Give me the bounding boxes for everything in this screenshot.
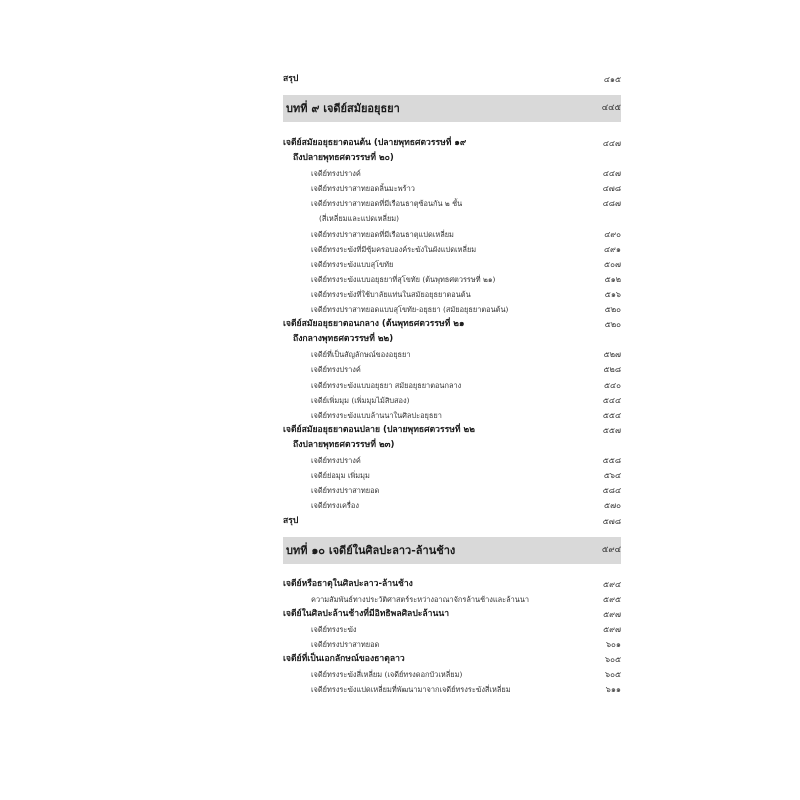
toc-entry-page: ๕๙๗ — [603, 610, 621, 619]
toc-entry-title: เจดีย์ทรงปราสาทยอด — [311, 486, 380, 495]
toc-entry — [283, 393, 621, 408]
toc-entry — [283, 136, 621, 151]
chapter-page: ๔๔๕ — [601, 103, 621, 113]
toc-entry-page: ๖๐๕ — [604, 670, 621, 679]
toc-entry-page: ๕๘๔ — [602, 486, 621, 495]
toc-entry — [283, 607, 621, 622]
toc-entry — [283, 211, 621, 226]
toc-entry — [283, 637, 621, 652]
chapter-10-header — [283, 537, 621, 564]
toc-entry-title: เจดีย์ในศิลปะล้านช้างที่มีอิทธิพลศิลปะล้านนา — [283, 609, 450, 619]
toc-entry-page: ๖๐๕ — [604, 655, 621, 664]
toc-entry — [283, 287, 621, 302]
toc-entry-page: ๔๙๐ — [604, 230, 621, 239]
toc-entry-title: เจดีย์ทรงระฆังสี่เหลี่ยม (เจดีย์ทรงดอกบัวเหลี่ยม) — [311, 670, 463, 679]
toc-entry-title: เจดีย์ทรงระฆังที่มีซุ้มครอบองค์ระฆังในผังแปดเหลี่ยม — [311, 245, 477, 254]
toc-entry-page: ๕๔๐ — [604, 381, 621, 390]
toc-entry-page: ๕๗๘ — [602, 517, 621, 526]
toc-entry-title: เจดีย์สมัยอยุธยาตอนกลาง (ต้นพุทธศตวรรษที่ ๒๑ — [283, 319, 465, 329]
toc-entry-page: ๕๑๒ — [604, 275, 621, 284]
toc-entry — [283, 347, 621, 362]
toc-entry — [283, 272, 621, 287]
toc-page — [283, 0, 621, 800]
toc-entry — [283, 196, 621, 211]
toc-entry-page: ๕๒๐ — [604, 320, 621, 329]
toc-entry-page: ๔๗๘ — [602, 184, 621, 193]
toc-summary-2 — [283, 514, 621, 529]
toc-entry-title: เจดีย์ทรงระฆังที่ใช้บาลัยแท่นในสมัยอยุธยาตอนต้น — [311, 290, 471, 299]
toc-entry-title: เจดีย์ทรงระฆังแบบล้านนาในศิลปะอยุธยา — [311, 411, 442, 420]
toc-entry-title: เจดีย์หรือธาตุในศิลปะลาว-ล้านช้าง — [283, 579, 413, 589]
toc-entry-title: สรุป — [283, 516, 299, 526]
toc-entry-page: ๔๔๗ — [602, 169, 621, 178]
toc-entry — [283, 408, 621, 423]
toc-entry — [283, 483, 621, 498]
toc-entry-title: เจดีย์สมัยอยุธยาตอนปลาย (ปลายพุทธศตวรรษที่ ๒๒ — [283, 425, 475, 435]
toc-entry-page: ๕๒๗ — [603, 350, 621, 359]
toc-entry — [283, 242, 621, 257]
toc-entry-title: สรุป — [283, 74, 299, 84]
toc-entry — [283, 438, 621, 453]
toc-entry-title: ถึงปลายพุทธศตวรรษที่ ๒๓) — [293, 440, 395, 450]
toc-entry — [283, 378, 621, 393]
toc-entry-title: เจดีย์ทรงปราสาทยอดที่มีเรือนธาตุแปดเหลี่ยม — [311, 230, 454, 239]
toc-entry — [283, 498, 621, 513]
toc-entry-page: ๕๗๐ — [604, 501, 621, 510]
toc-entry-page: ๕๙๔ — [603, 580, 621, 589]
toc-entry-title: เจดีย์ทรงระฆังแบบอยุธยาที่สุโขทัย (ต้นพุทธศตวรรษที่ ๒๑) — [311, 275, 496, 284]
toc-entry-page: ๕๔๔ — [602, 396, 621, 405]
toc-entry — [283, 622, 621, 637]
toc-entry — [283, 181, 621, 196]
toc-entry-title: (สี่เหลี่ยมและแปดเหลี่ยม) — [319, 214, 400, 223]
toc-entry-title: ถึงปลายพุทธศตวรรษที่ ๒๐) — [293, 153, 394, 163]
toc-entry-page: ๔๑๕ — [603, 75, 621, 84]
toc-entry — [283, 227, 621, 242]
toc-entry — [283, 257, 621, 272]
chapter-page: ๕๙๔ — [601, 545, 621, 555]
toc-entry-page: ๔๔๗ — [602, 139, 621, 148]
toc-entry-title: เจดีย์ทรงเครื่อง — [311, 501, 359, 510]
toc-entry-title: ถึงกลางพุทธศตวรรษที่ ๒๒) — [293, 334, 394, 344]
toc-entry-title: เจดีย์ที่เป็นเอกลักษณ์ของธาตุลาว — [283, 654, 405, 664]
toc-entry-page: ๖๑๑ — [605, 685, 621, 694]
toc-entry — [283, 577, 621, 592]
toc-entry-title: เจดีย์ทรงปราสาทยอด — [311, 640, 380, 649]
toc-entry — [283, 592, 621, 607]
toc-entry — [283, 362, 621, 377]
toc-entry-page: ๕๕๘ — [602, 456, 621, 465]
toc-entry-title: เจดีย์ทรงปรางค์ — [311, 456, 361, 465]
chapter-9-header — [283, 95, 621, 122]
toc-entry — [283, 652, 621, 667]
toc-entry-title: เจดีย์ทรงปราสาทยอดลิ้นมะพร้าว — [311, 184, 415, 193]
toc-entry — [283, 317, 621, 332]
toc-entry-page: ๕๒๐ — [604, 305, 621, 314]
toc-entry-title: เจดีย์ทรงระฆัง — [311, 625, 357, 634]
toc-entry-page: ๕๖๔ — [603, 471, 621, 480]
toc-entry — [283, 166, 621, 181]
toc-entry-title: เจดีย์ทรงระฆังแปดเหลี่ยมที่พัฒนามาจากเจดีย์ทรงระฆังสี่เหลี่ยม — [311, 685, 511, 694]
toc-entry — [283, 332, 621, 347]
toc-entry-title: เจดีย์เพิ่มมุม (เพิ่มมุมไม้สิบสอง) — [311, 396, 410, 405]
toc-entry — [283, 151, 621, 166]
toc-entry-title: เจดีย์ทรงปราสาทยอดแบบสุโขทัย-อยุธยา (สมัยอยุธยาตอนต้น) — [311, 305, 509, 314]
toc-entry — [283, 667, 621, 682]
toc-entry-page: ๖๐๑ — [605, 640, 621, 649]
toc-entry-title: เจดีย์ทรงระฆังแบบสุโขทัย — [311, 260, 394, 269]
toc-entry-title: เจดีย์ที่เป็นสัญลักษณ์ของอยุธยา — [311, 350, 411, 359]
toc-entry-title: เจดีย์ทรงปรางค์ — [311, 365, 361, 374]
toc-summary-1 — [283, 72, 621, 87]
toc-entry-page: ๕๐๗ — [604, 260, 621, 269]
toc-entry-title: เจดีย์สมัยอยุธยาตอนต้น (ปลายพุทธศตวรรษที่ ๑๙ — [283, 138, 467, 148]
toc-entry — [283, 682, 621, 697]
toc-entry-page: ๔๘๗ — [602, 199, 621, 208]
toc-entry-title: เจดีย์ทรงปราสาทยอดที่มีเรือนธาตุซ้อนกัน ๒ ชั้น — [311, 199, 463, 208]
toc-entry-title: เจดีย์ย่อมุม เพิ่มมุม — [311, 471, 370, 480]
toc-entry — [283, 302, 621, 317]
toc-entry-page: ๕๒๘ — [603, 365, 621, 374]
toc-entry-page: ๕๙๗ — [603, 625, 621, 634]
chapter-title: บทที่ ๙ เจดีย์สมัยอยุธยา — [286, 102, 400, 115]
toc-entry-page: ๕๕๗ — [602, 426, 621, 435]
toc-entry — [283, 468, 621, 483]
toc-entry-page: ๔๙๑ — [604, 245, 621, 254]
chapter-title: บทที่ ๑๐ เจดีย์ในศิลปะลาว-ล้านช้าง — [286, 544, 456, 557]
toc-entry-page: ๕๑๖ — [604, 290, 621, 299]
toc-entry-page: ๕๙๕ — [603, 595, 621, 604]
toc-entry-page: ๕๕๔ — [602, 411, 621, 420]
toc-entry-title: เจดีย์ทรงปรางค์ — [311, 169, 361, 178]
toc-entry-title: เจดีย์ทรงระฆังแบบอยุธยา สมัยอยุธยาตอนกลาง — [311, 381, 462, 390]
toc-entry-title: ความสัมพันธ์ทางประวัติศาสตร์ระหว่างอาณาจักรล้านช้างและล้านนา — [311, 595, 530, 604]
toc-entry — [283, 453, 621, 468]
toc-entry — [283, 423, 621, 438]
